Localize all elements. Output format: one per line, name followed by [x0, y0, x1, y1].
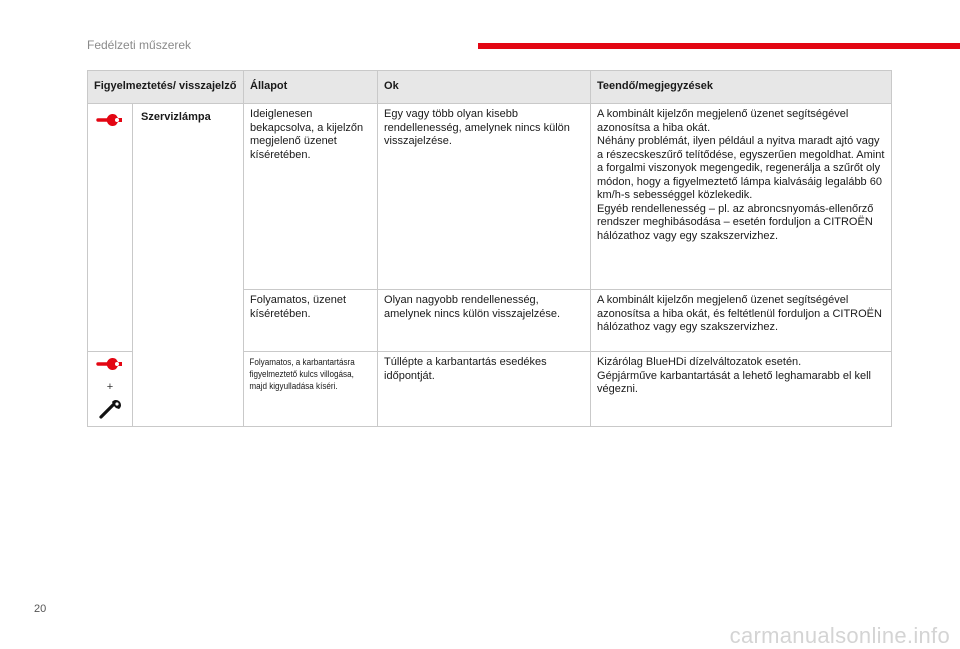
- key-wrench-icon: [97, 398, 123, 420]
- wrench-icon: [96, 356, 124, 372]
- column-header: Teendő/megjegyzések: [591, 71, 892, 104]
- wrench-icon: [96, 112, 124, 128]
- state-cell: Folyamatos, a karbantartásra figyelmeztető kulcs villogása, majd kigyulladása kíséri.: [244, 352, 378, 427]
- watermark: carmanualsonline.info: [729, 623, 950, 648]
- icon-cell: [88, 352, 133, 427]
- column-header: Figyelmeztetés/ visszajelző: [88, 71, 244, 104]
- action-cell: A kombinált kijelzőn megjelenő üzenet segítségével azonosítsa a hiba okát. Néhány problémát, ilyen például a nyitva maradt ajtó vagy a részecskeszűrő telítődése, egyszerűen megoldhat. Amint a forgalmi viszonyok megengedik, regenerálja a szűrőt oly módon, hogy a figyelmeztető lámpa kialvásáig legalább 60 km/h-s sebességgel közlekedik. Egyéb rendellenesség – pl. az abroncsnyomás-ellenőrző rendszer meghibásodása – esetén forduljon a CITROËN hálózathoz vagy egy szakszervizhez.: [591, 104, 892, 290]
- section-title: Fedélzeti műszerek: [87, 38, 192, 52]
- column-header: Állapot: [244, 71, 378, 104]
- column-header: Ok: [378, 71, 591, 104]
- cause-cell: Túllépte a karbantartás esedékes időpontját.: [378, 352, 591, 427]
- cause-cell: Egy vagy több olyan kisebb rendellenesség, amelynek nincs külön visszajelzése.: [378, 104, 591, 290]
- cause-cell: Olyan nagyobb rendellenesség, amelynek nincs külön visszajelzése.: [378, 290, 591, 352]
- warning-label: Szervizlámpa: [133, 104, 244, 427]
- action-cell: A kombinált kijelzőn megjelenő üzenet segítségével azonosítsa a hiba okát, és feltétlenül forduljon a CITROËN hálózathoz vagy egy szakszervizhez.: [591, 290, 892, 352]
- page-number: 20: [34, 603, 47, 615]
- table-row: [88, 104, 892, 290]
- state-cell: Ideiglenesen bekapcsolva, a kijelzőn megjelenő üzenet kíséretében.: [244, 104, 378, 290]
- icon-cell: [88, 104, 133, 352]
- table-header-row: [88, 71, 892, 104]
- warning-lights-table: [87, 70, 892, 427]
- state-cell: Folyamatos, üzenet kíséretében.: [244, 290, 378, 352]
- header-accent-bar: [478, 43, 960, 49]
- plus-sign: +: [106, 380, 114, 393]
- action-cell: Kizárólag BlueHDi dízelváltozatok esetén. Gépjárműve karbantartását a lehető leghamarabb el kell végezni.: [591, 352, 892, 427]
